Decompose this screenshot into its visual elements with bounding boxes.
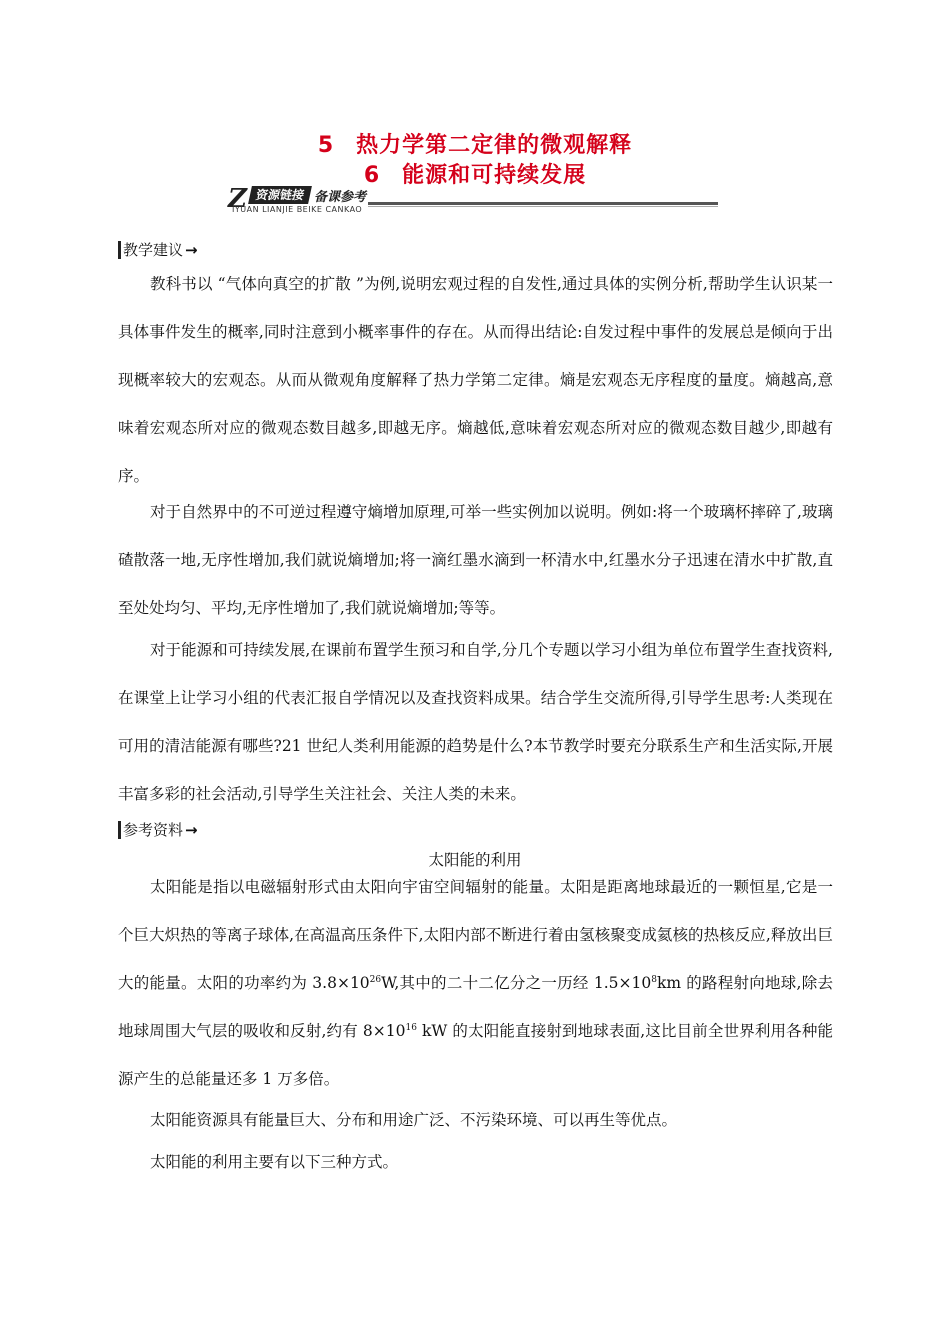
reference-subtitle: 太阳能的利用 <box>428 851 522 869</box>
paragraph-teaching-2: 对于自然界中的不可逆过程遵守熵增加原理,可举一些实例加以说明。例如:将一个玻璃杯摔碎了,玻璃碴散落一地,无序性增加,我们就说熵增加;将一滴红墨水滴到一杯清水中,红墨水分子迅速在清水中扩散,直至处处均匀、平均,无序性增加了,我们就说熵增加;等等。 <box>118 503 833 617</box>
title-2-number: 6 <box>363 163 381 188</box>
section-marker <box>118 241 121 259</box>
banner-rule-thin <box>368 206 718 207</box>
resource-banner <box>228 182 718 216</box>
banner-z-logo: Z <box>228 184 247 214</box>
text-segment: 太阳能是指以电磁辐射形式由太阳向宇宙空间辐射的能量。太阳是距离地球最近的一颗恒星,它是一个巨大炽热的等离子球体,在高温高压条件下,太阳内部不断进行着由氢核聚变成氦核的热核反应,释放出巨大的能量。太阳的功率约为 3.8×10 <box>118 878 833 992</box>
paragraph-solar-energy <box>118 863 833 1103</box>
paragraph-solar-methods: 太阳能的利用主要有以下三种方式。 <box>150 1153 399 1171</box>
arrow-right-icon: → <box>185 820 198 839</box>
section-heading-text: 教学建议 <box>123 241 184 259</box>
exponent: 16 <box>405 1022 417 1033</box>
section-heading-teaching <box>118 239 198 260</box>
text-segment: kW 的太阳能直接射到地球表面,这比目前全世界利用各种能源产生的总能量还多 1 万多倍。 <box>118 1022 833 1088</box>
section-marker <box>118 821 121 839</box>
banner-tag-resource: 资源链接 <box>248 186 312 204</box>
banner-rule <box>368 202 718 205</box>
text-segment: km 的路程射向地球,除去地球周围大气层的吸收和反射,约有 8×10 <box>118 974 833 1040</box>
arrow-right-icon: → <box>185 240 198 259</box>
title-line-1 <box>0 128 950 159</box>
title-1-text: 热力学第二定律的微观解释 <box>356 133 633 158</box>
exponent: 8 <box>651 974 657 985</box>
section-heading-text: 参考资料 <box>123 821 184 839</box>
section-heading-reference <box>118 819 198 840</box>
title-1-number: 5 <box>317 133 335 158</box>
exponent: 26 <box>369 974 382 985</box>
banner-subtitle: IYUAN LIANJIE BEIKE CANKAO <box>232 205 363 214</box>
paragraph-teaching-3: 对于能源和可持续发展,在课前布置学生预习和自学,分几个专题以学习小组为单位布置学生查找资料,在课堂上让学习小组的代表汇报自学情况以及查找资料成果。结合学生交流所得,引导学生思考:人类现在可用的清洁能源有哪些?21 世纪人类利用能源的趋势是什么?本节教学时要充分联系生产和生活实际,开展丰富多彩的社会活动,引导学生关注社会、关注人类的未来。 <box>118 641 833 803</box>
paragraph-solar-advantages: 太阳能资源具有能量巨大、分布和用途广泛、不污染环境、可以再生等优点。 <box>150 1111 678 1129</box>
text-segment: W,其中的二十二亿分之一历经 1.5×10 <box>381 974 652 992</box>
title-2-text: 能源和可持续发展 <box>402 163 587 188</box>
paragraph-teaching-1: 教科书以 “气体向真空的扩散 ”为例,说明宏观过程的自发性,通过具体的实例分析,帮助学生认识某一具体事件发生的概率,同时注意到小概率事件的存在。从而得出结论:自发过程中事件的发展总是倾向于出现概率较大的宏观态。从而从微观角度解释了热力学第二定律。熵是宏观态无序程度的量度。熵越高,意味着宏观态所对应的微观态数目越多,即越无序。熵越低,意味着宏观态所对应的微观态数目越少,即越有序。 <box>118 275 833 485</box>
banner-tag-prep: 备课参考 <box>314 190 367 205</box>
